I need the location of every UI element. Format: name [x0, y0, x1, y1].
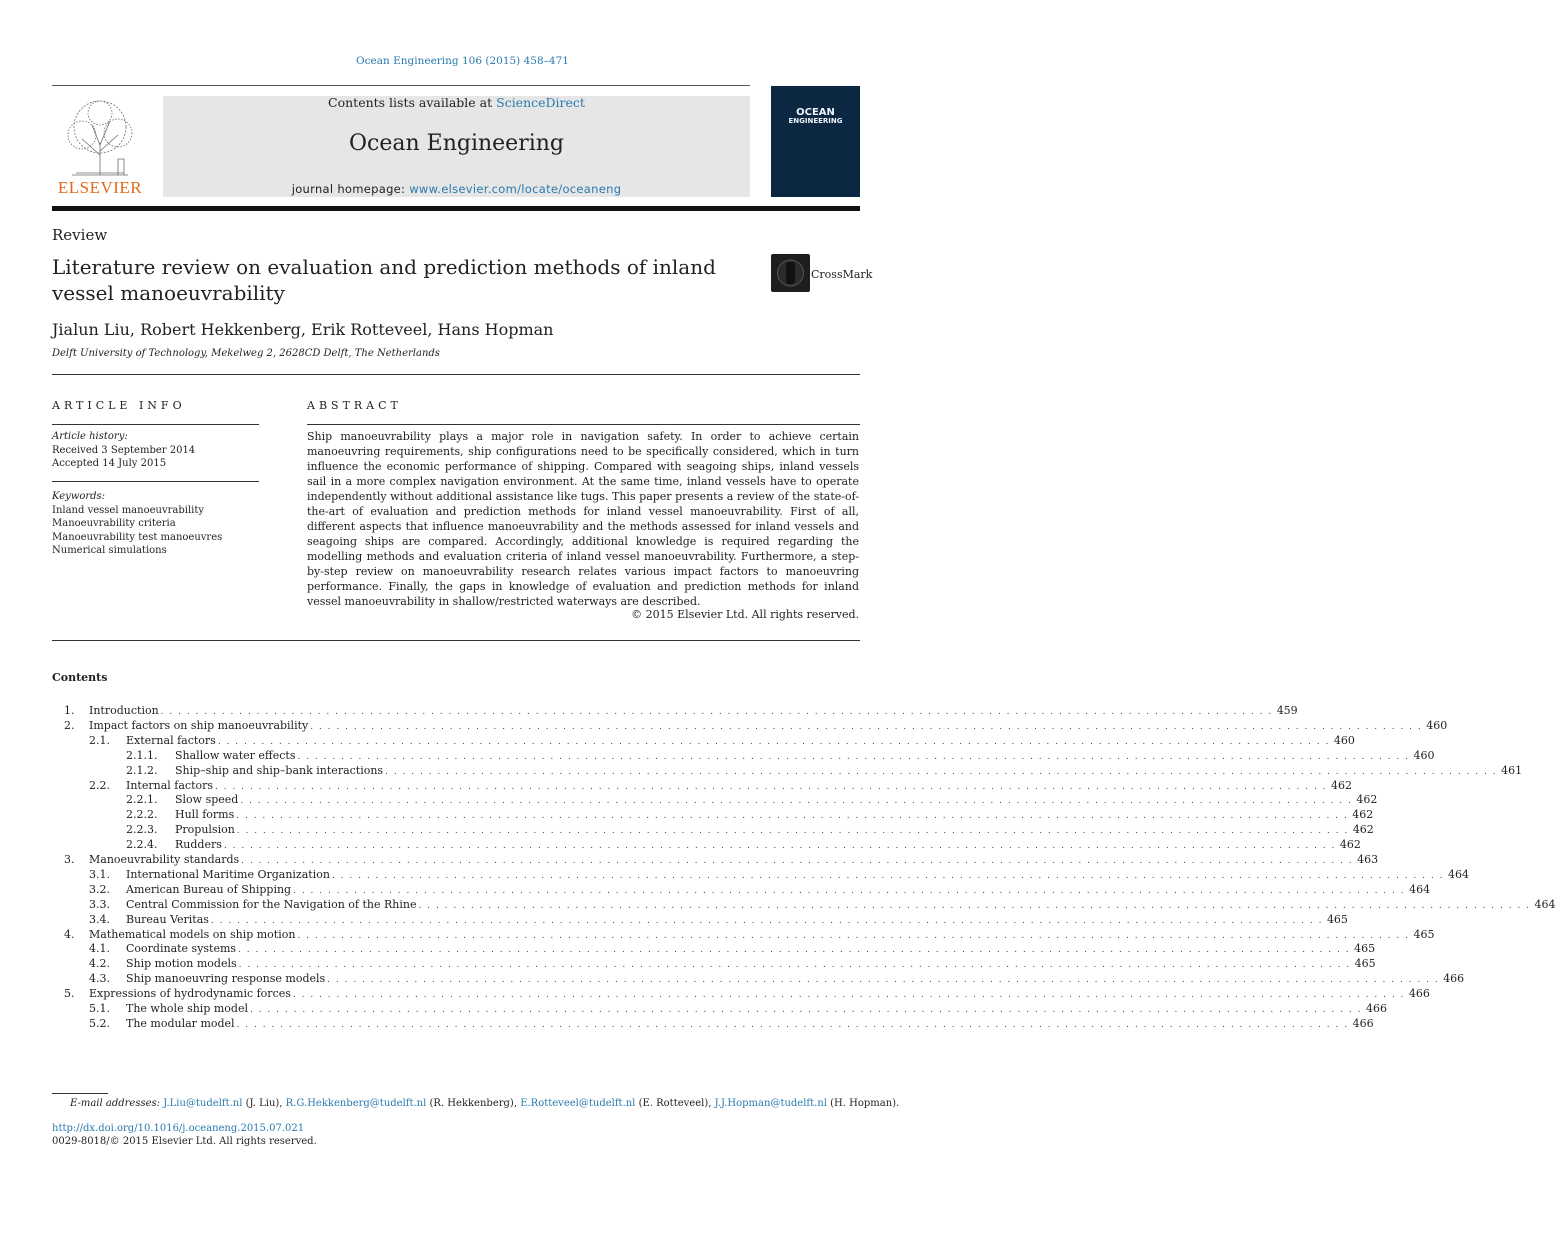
- article-info-rule: [52, 424, 259, 425]
- toc-entry-number: 2.: [64, 718, 75, 732]
- issn-copyright: 0029-8018/© 2015 Elsevier Ltd. All rights reserved.: [52, 1136, 317, 1147]
- article-history: [52, 430, 195, 471]
- email-link[interactable]: R.G.Hekkenberg@tudelft.nl: [285, 1098, 427, 1109]
- toc-entry-page: 466: [1352, 1016, 1374, 1030]
- header-rule: [52, 85, 750, 86]
- toc-entry-title[interactable]: Introduction: [89, 704, 159, 717]
- email-owner: (H. Hopman).: [830, 1098, 900, 1109]
- toc-entry[interactable]: [52, 972, 1465, 987]
- toc-entry-title[interactable]: International Maritime Organization: [126, 867, 330, 881]
- toc-entry-page: 460: [1413, 748, 1435, 762]
- toc-entry-title[interactable]: American Bureau of Shipping: [126, 882, 292, 896]
- toc-entry-page: 462: [1331, 778, 1353, 792]
- keyword: Numerical simulations: [52, 545, 167, 556]
- contents-heading: Contents: [52, 671, 108, 684]
- abstract-heading: ABSTRACT: [307, 399, 402, 412]
- toc-entry-number: 4.1.: [89, 942, 110, 956]
- toc-entry-page: 461: [1501, 763, 1523, 777]
- toc-entry-number: 3.4.: [89, 912, 110, 926]
- toc-entry[interactable]: [52, 748, 1435, 764]
- toc-entry-page: 462: [1352, 808, 1374, 822]
- toc-leader-dots: . . . . . . . . . . . . . . . . . . . . . . . . . . . . . . . . . . . . . . . . . . . . . . . . . . . . . . . . . . . . . . . . . . . . . . . . . . . . . . . . . . . . . . . . . . . . . . . . . . . . . . . . . . . . . . . . . . . . . . . . . . . . . . . .: [241, 856, 1354, 866]
- toc-entry[interactable]: [52, 718, 1448, 734]
- toc-leader-dots: . . . . . . . . . . . . . . . . . . . . . . . . . . . . . . . . . . . . . . . . . . . . . . . . . . . . . . . . . . . . . . . . . . . . . . . . . . . . . . . . . . . . . . . . . . . . . . . . . . . . . . . . . . . . . . . . . . . . . . . . . . . . . . . .: [297, 930, 1410, 941]
- contents-prefix: Contents lists available at: [328, 95, 497, 110]
- crossmark-label[interactable]: CrossMark: [811, 268, 873, 281]
- journal-cover-image[interactable]: [771, 86, 860, 197]
- toc-leader-dots: . . . . . . . . . . . . . . . . . . . . . . . . . . . . . . . . . . . . . . . . . . . . . . . . . . . . . . . . . . . . . . . . . . . . . . . . . . . . . . . . . . . . . . . . . . . . . . . . . . . . . . . . . . . . . . . . . . . . . . . . . . . . . . . .: [217, 736, 1330, 747]
- toc-entry-page: 462: [1352, 823, 1374, 837]
- toc-entry-number: 2.2.2.: [126, 808, 158, 822]
- toc-entry[interactable]: [52, 704, 1298, 719]
- section-type: Review: [52, 226, 108, 244]
- contents-available: [163, 95, 750, 110]
- toc-entry-number: 4.3.: [89, 972, 110, 986]
- toc-entry-number: 4.2.: [89, 957, 110, 971]
- toc-entry-title[interactable]: Mathematical models on ship motion: [89, 927, 296, 941]
- journal-title: Ocean Engineering: [348, 131, 564, 156]
- toc-entry-title[interactable]: Slow speed: [175, 793, 239, 807]
- toc-entry[interactable]: [52, 763, 1523, 779]
- toc-entry[interactable]: [52, 942, 1376, 957]
- toc-entry-number: 5.: [64, 987, 75, 1001]
- toc-leader-dots: . . . . . . . . . . . . . . . . . . . . . . . . . . . . . . . . . . . . . . . . . . . . . . . . . . . . . . . . . . . . . . . . . . . . . . . . . . . . . . . . . . . . . . . . . . . . . . . . . . . . . . . . . . . . . . . . . . . . . . . . . . . . . . . .: [418, 900, 1531, 911]
- toc-entry-page: 460: [1333, 733, 1355, 747]
- toc-leader-dots: . . . . . . . . . . . . . . . . . . . . . . . . . . . . . . . . . . . . . . . . . . . . . . . . . . . . . . . . . . . . . . . . . . . . . . . . . . . . . . . . . . . . . . . . . . . . . . . . . . . . . . . . . . . . . . . . . . . . . . . . . . . . . . . .: [160, 707, 1273, 717]
- toc-leader-dots: . . . . . . . . . . . . . . . . . . . . . . . . . . . . . . . . . . . . . . . . . . . . . . . . . . . . . . . . . . . . . . . . . . . . . . . . . . . . . . . . . . . . . . . . . . . . . . . . . . . . . . . . . . . . . . . . . . . . . . . . . . . . . . . .: [297, 751, 1410, 762]
- toc-entry-title[interactable]: Internal factors: [126, 778, 214, 792]
- homepage-prefix: journal homepage:: [291, 182, 410, 196]
- toc-entry-page: 466: [1443, 972, 1465, 986]
- toc-entry[interactable]: [52, 957, 1376, 972]
- toc-entry-page: 465: [1413, 927, 1435, 941]
- keyword: Manoeuvrability criteria: [52, 518, 176, 529]
- email-owner: (E. Rotteveel),: [638, 1098, 712, 1109]
- email-owner: (R. Hekkenberg),: [429, 1098, 518, 1109]
- toc-entry-title[interactable]: Shallow water effects: [175, 748, 296, 762]
- toc-entry[interactable]: [52, 912, 1348, 928]
- email-addresses: [70, 1097, 899, 1111]
- toc-leader-dots: . . . . . . . . . . . . . . . . . . . . . . . . . . . . . . . . . . . . . . . . . . . . . . . . . . . . . . . . . . . . . . . . . . . . . . . . . . . . . . . . . . . . . . . . . . . . . . . . . . . . . . . . . . . . . . . . . . . . . . . . . . . . . . . .: [236, 811, 1349, 822]
- toc-entry-title[interactable]: Expressions of hydrodynamic forces: [89, 987, 291, 1001]
- toc-entry-title[interactable]: Propulsion: [175, 823, 235, 837]
- emails-label: E-mail addresses:: [70, 1098, 161, 1109]
- toc-entry-title[interactable]: Rudders: [175, 838, 222, 852]
- toc-entry-number: 5.1.: [89, 1002, 110, 1015]
- toc-entry-page: 464: [1447, 867, 1469, 881]
- keyword: Manoeuvrability test manoeuvres: [52, 531, 223, 543]
- toc-entry-page: 465: [1326, 912, 1348, 926]
- toc-entry-page: 462: [1356, 793, 1378, 807]
- accepted-date: Accepted 14 July 2015: [52, 458, 167, 469]
- toc-entry-number: 3.: [64, 853, 75, 866]
- abstract-copyright: © 2015 Elsevier Ltd. All rights reserved.: [631, 608, 859, 621]
- toc-entry[interactable]: [52, 823, 1374, 838]
- toc-entry[interactable]: [52, 838, 1361, 853]
- toc-entry-title[interactable]: Central Commission for the Navigation of the Rhine: [126, 897, 417, 911]
- toc-leader-dots: . . . . . . . . . . . . . . . . . . . . . . . . . . . . . . . . . . . . . . . . . . . . . . . . . . . . . . . . . . . . . . . . . . . . . . . . . . . . . . . . . . . . . . . . . . . . . . . . . . . . . . . . . . . . . . . . . . . . . . . . . . . . . . . .: [238, 960, 1351, 971]
- toc-entry-page: 462: [1339, 838, 1361, 852]
- toc-entry-number: 1.: [64, 704, 75, 717]
- toc-entry-number: 5.2.: [89, 1016, 110, 1030]
- toc-entry-number: 3.3.: [89, 897, 110, 911]
- email-link[interactable]: E.Rotteveel@tudelft.nl: [520, 1098, 636, 1109]
- toc-entry[interactable]: [52, 778, 1353, 794]
- toc-leader-dots: . . . . . . . . . . . . . . . . . . . . . . . . . . . . . . . . . . . . . . . . . . . . . . . . . . . . . . . . . . . . . . . . . . . . . . . . . . . . . . . . . . . . . . . . . . . . . . . . . . . . . . . . . . . . . . . . . . . . . . . . . . . . . . . .: [240, 796, 1353, 807]
- toc-entry-number: 3.2.: [89, 882, 110, 896]
- footnote-rule: [52, 1093, 108, 1094]
- toc-entry[interactable]: [52, 1002, 1387, 1017]
- toc-leader-dots: . . . . . . . . . . . . . . . . . . . . . . . . . . . . . . . . . . . . . . . . . . . . . . . . . . . . . . . . . . . . . . . . . . . . . . . . . . . . . . . . . . . . . . . . . . . . . . . . . . . . . . . . . . . . . . . . . . . . . . . . . . . . . . . .: [327, 975, 1440, 986]
- sciencedirect-link[interactable]: ScienceDirect: [496, 95, 585, 110]
- toc-entry-page: 464: [1409, 882, 1431, 896]
- abstract-text: Ship manoeuvrability plays a major role in navigation safety. In order to achieve certain manoeuvring requirements, ship configurations need to be specifically considered, which in turn influence the economic performance of shipping. Compared with seagoing ships, inland vessels sail in a more complex navigation environment. At the same time, inland vessels have to operate independently without additional assistance like tugs. This paper presents a review of the state-of-the-art of evaluation and prediction methods for inland vessel manoeuvrability. First of all, different aspects that influence manoeuvrability and the methods assessed for inland vessels and seagoing ships are compared. Accordingly, additional knowledge is required regarding the modelling methods and evaluation criteria of inland vessel manoeuvrability. Furthermore, a step-by-step review on manoeuvrability research relates various impact factors to manoeuvring performance. Finally, the gaps in knowledge of evaluation and prediction methods for inland vessel manoeuvrability in shallow/restricted waterways are described.: [307, 430, 859, 608]
- toc-leader-dots: . . . . . . . . . . . . . . . . . . . . . . . . . . . . . . . . . . . . . . . . . . . . . . . . . . . . . . . . . . . . . . . . . . . . . . . . . . . . . . . . . . . . . . . . . . . . . . . . . . . . . . . . . . . . . . . . . . . . . . . . . . . . . . . .: [293, 885, 1406, 896]
- toc-entry-number: 2.1.1.: [126, 748, 158, 762]
- received-date: Received 3 September 2014: [52, 444, 196, 456]
- toc-entry[interactable]: [52, 1016, 1374, 1032]
- toc-entry-title[interactable]: The whole ship model: [126, 1002, 248, 1015]
- toc-entry-number: 2.2.: [89, 778, 110, 792]
- toc-entry-page: 460: [1426, 718, 1448, 732]
- keywords-label: Keywords:: [52, 491, 106, 502]
- toc-entry-page: 465: [1354, 942, 1376, 956]
- crossmark-icon[interactable]: [771, 254, 810, 292]
- toc-entry-title[interactable]: The modular model: [126, 1016, 235, 1030]
- author-list: Jialun Liu, Robert Hekkenberg, Erik Rotteveel, Hans Hopman: [52, 320, 554, 339]
- toc-entry-number: 2.2.1.: [126, 793, 158, 807]
- toc-leader-dots: . . . . . . . . . . . . . . . . . . . . . . . . . . . . . . . . . . . . . . . . . . . . . . . . . . . . . . . . . . . . . . . . . . . . . . . . . . . . . . . . . . . . . . . . . . . . . . . . . . . . . . . . . . . . . . . . . . . . . . . . . . . . . . . .: [238, 945, 1351, 956]
- toc-leader-dots: . . . . . . . . . . . . . . . . . . . . . . . . . . . . . . . . . . . . . . . . . . . . . . . . . . . . . . . . . . . . . . . . . . . . . . . . . . . . . . . . . . . . . . . . . . . . . . . . . . . . . . . . . . . . . . . . . . . . . . . . . . . . . . . .: [223, 841, 1336, 852]
- toc-entry-title[interactable]: Ship motion models: [126, 957, 237, 971]
- toc-entry-title[interactable]: External factors: [126, 733, 216, 747]
- toc-entry-title[interactable]: Bureau Veritas: [126, 912, 209, 926]
- toc-entry-page: 463: [1357, 853, 1379, 866]
- toc-leader-dots: . . . . . . . . . . . . . . . . . . . . . . . . . . . . . . . . . . . . . . . . . . . . . . . . . . . . . . . . . . . . . . . . . . . . . . . . . . . . . . . . . . . . . . . . . . . . . . . . . . . . . . . . . . . . . . . . . . . . . . . . . . . . . . . .: [385, 766, 1498, 777]
- toc-entry-title[interactable]: Ship–ship and ship–bank interactions: [175, 763, 384, 777]
- toc-entry-title[interactable]: Hull forms: [175, 808, 235, 822]
- doi-link[interactable]: http://dx.doi.org/10.1016/j.oceaneng.2015.07.021: [52, 1123, 305, 1134]
- toc-entry-page: 459: [1276, 704, 1298, 717]
- toc-leader-dots: . . . . . . . . . . . . . . . . . . . . . . . . . . . . . . . . . . . . . . . . . . . . . . . . . . . . . . . . . . . . . . . . . . . . . . . . . . . . . . . . . . . . . . . . . . . . . . . . . . . . . . . . . . . . . . . . . . . . . . . . . . . . . . . .: [292, 990, 1405, 1001]
- journal-homepage: [163, 182, 750, 196]
- toc-entry-title[interactable]: Ship manoeuvring response models: [126, 972, 326, 986]
- toc-entry[interactable]: [52, 882, 1431, 898]
- crossmark-badge-icon: [771, 254, 810, 292]
- toc-entry-page: 464: [1534, 897, 1556, 911]
- toc-leader-dots: . . . . . . . . . . . . . . . . . . . . . . . . . . . . . . . . . . . . . . . . . . . . . . . . . . . . . . . . . . . . . . . . . . . . . . . . . . . . . . . . . . . . . . . . . . . . . . . . . . . . . . . . . . . . . . . . . . . . . . . . . . . . . . . .: [215, 781, 1328, 792]
- history-label: Article history:: [52, 431, 128, 442]
- keyword: Inland vessel manoeuvrability: [52, 504, 205, 516]
- toc-leader-dots: . . . . . . . . . . . . . . . . . . . . . . . . . . . . . . . . . . . . . . . . . . . . . . . . . . . . . . . . . . . . . . . . . . . . . . . . . . . . . . . . . . . . . . . . . . . . . . . . . . . . . . . . . . . . . . . . . . . . . . . . . . . . . . . .: [249, 1005, 1362, 1015]
- toc-entry-number: 4.: [64, 927, 75, 941]
- elsevier-wordmark: ELSEVIER: [57, 178, 143, 197]
- keywords-block: [52, 490, 222, 558]
- title-rule: [52, 374, 860, 375]
- abstract-end-rule: [52, 640, 860, 641]
- toc-entry-page: 466: [1366, 1002, 1387, 1015]
- article-info-heading: ARTICLE INFO: [52, 399, 186, 412]
- toc-leader-dots: . . . . . . . . . . . . . . . . . . . . . . . . . . . . . . . . . . . . . . . . . . . . . . . . . . . . . . . . . . . . . . . . . . . . . . . . . . . . . . . . . . . . . . . . . . . . . . . . . . . . . . . . . . . . . . . . . . . . . . . . . . . . . . . .: [236, 826, 1349, 837]
- toc-entry-number: 3.1.: [89, 867, 110, 881]
- toc-entry[interactable]: [52, 733, 1355, 749]
- toc-entry-number: 2.1.2.: [126, 763, 158, 777]
- toc-entry[interactable]: [52, 808, 1374, 823]
- toc-entry-page: 466: [1408, 987, 1430, 1001]
- toc-entry-number: 2.2.3.: [126, 823, 158, 837]
- email-owner: (J. Liu),: [245, 1098, 283, 1109]
- toc-entry[interactable]: [52, 793, 1378, 808]
- toc-entry-title[interactable]: Coordinate systems: [126, 942, 237, 956]
- toc-leader-dots: . . . . . . . . . . . . . . . . . . . . . . . . . . . . . . . . . . . . . . . . . . . . . . . . . . . . . . . . . . . . . . . . . . . . . . . . . . . . . . . . . . . . . . . . . . . . . . . . . . . . . . . . . . . . . . . . . . . . . . . . . . . . . . . .: [310, 721, 1423, 732]
- affiliation: Delft University of Technology, Mekelweg 2, 2628CD Delft, The Netherlands: [52, 348, 440, 359]
- toc-entry[interactable]: [52, 853, 1379, 868]
- toc-entry-page: 465: [1354, 957, 1376, 971]
- toc-entry[interactable]: [52, 987, 1430, 1002]
- abstract-rule: [307, 424, 860, 425]
- keywords-rule: [52, 481, 259, 482]
- cover-title: [771, 108, 860, 126]
- toc-leader-dots: . . . . . . . . . . . . . . . . . . . . . . . . . . . . . . . . . . . . . . . . . . . . . . . . . . . . . . . . . . . . . . . . . . . . . . . . . . . . . . . . . . . . . . . . . . . . . . . . . . . . . . . . . . . . . . . . . . . . . . . . . . . . . . . .: [236, 1019, 1349, 1030]
- toc-leader-dots: . . . . . . . . . . . . . . . . . . . . . . . . . . . . . . . . . . . . . . . . . . . . . . . . . . . . . . . . . . . . . . . . . . . . . . . . . . . . . . . . . . . . . . . . . . . . . . . . . . . . . . . . . . . . . . . . . . . . . . . . . . . . . . . .: [331, 870, 1444, 881]
- toc-entry[interactable]: [52, 927, 1435, 943]
- journal-citation[interactable]: Ocean Engineering 106 (2015) 458–471: [356, 55, 569, 67]
- toc-entry-title[interactable]: Manoeuvrability standards: [89, 853, 240, 866]
- toc-entry-title[interactable]: Impact factors on ship manoeuvrability: [89, 718, 309, 732]
- toc-leader-dots: . . . . . . . . . . . . . . . . . . . . . . . . . . . . . . . . . . . . . . . . . . . . . . . . . . . . . . . . . . . . . . . . . . . . . . . . . . . . . . . . . . . . . . . . . . . . . . . . . . . . . . . . . . . . . . . . . . . . . . . . . . . . . . . .: [210, 915, 1323, 926]
- homepage-link[interactable]: www.elsevier.com/locate/oceaneng: [409, 182, 622, 196]
- header-thick-rule: [52, 206, 860, 211]
- toc-entry[interactable]: [52, 897, 1556, 913]
- toc-entry-number: 2.1.: [89, 733, 110, 747]
- toc-entry[interactable]: [52, 867, 1469, 883]
- email-link[interactable]: J.J.Hopman@tudelft.nl: [714, 1098, 827, 1109]
- cover-title-line2: ENGINEERING: [788, 117, 843, 125]
- cover-title-line1: OCEAN: [796, 107, 835, 118]
- article-title: Literature review on evaluation and prediction methods of inland vessel manoeuvrability: [52, 255, 716, 305]
- email-link[interactable]: J.Liu@tudelft.nl: [163, 1098, 243, 1109]
- toc-entry-number: 2.2.4.: [126, 838, 158, 852]
